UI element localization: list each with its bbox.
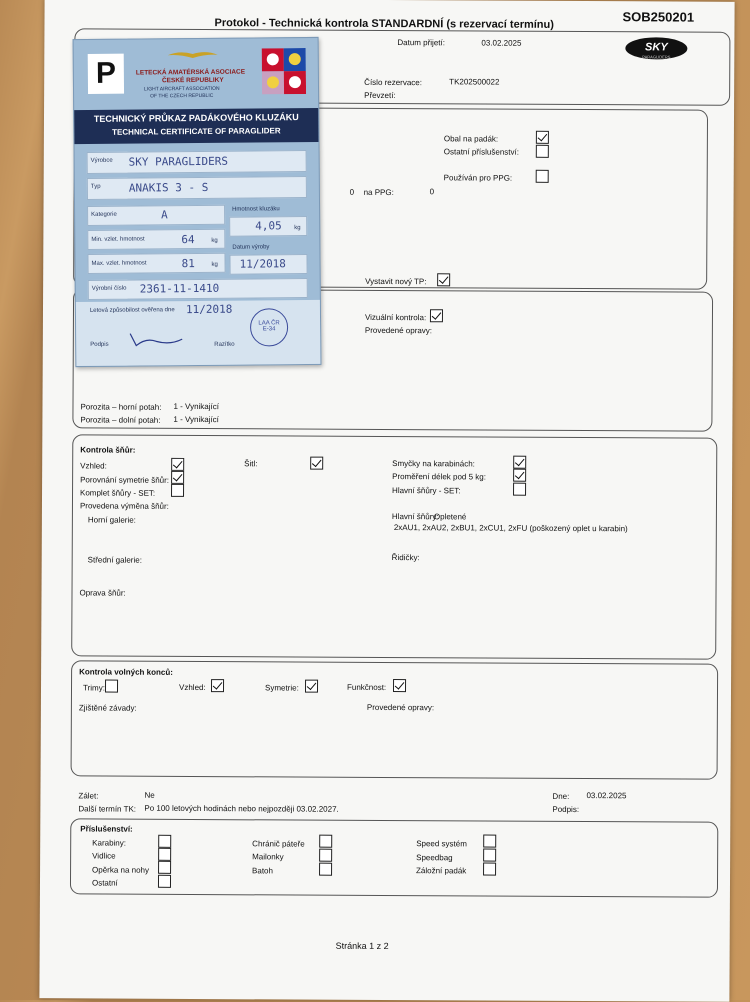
stitch-label: Šitl: (244, 459, 258, 469)
accessory-backpack: Batoh (252, 866, 273, 876)
reservation-label: Číslo rezervace: (364, 77, 423, 88)
porosity-top-value: 1 - Vynikající (173, 401, 220, 412)
risers-look-checkbox[interactable] (211, 679, 224, 692)
length-check-label: Proměření délek pod 5 kg: (392, 472, 486, 482)
next-inspection-label: Další termín TK: (78, 804, 137, 814)
accessory-fork: Vidlice (92, 851, 116, 861)
logo-text: SKY (645, 41, 668, 54)
main-lines-detail: 2xAU1, 2xAU2, 2xBU1, 2xCU1, 2xFU (poškozený oplet u karabin) (393, 523, 628, 534)
certificate-title-cz: TECHNICKÝ PRŮKAZ PADÁKOVÉHO KLUZÁKU (93, 112, 299, 124)
line-repair-label: Oprava šňůr: (79, 588, 126, 598)
date-label: Datum přijetí: (397, 38, 445, 48)
bag-label: Obal na padák: (443, 134, 499, 144)
porosity-bottom-value: 1 - Vynikající (173, 414, 219, 425)
min-weight-value: 64 (181, 233, 195, 247)
trims-checkbox[interactable] (105, 680, 118, 693)
visual-check-checkbox[interactable] (430, 309, 443, 322)
back-protector-checkbox[interactable] (319, 835, 332, 848)
bag-checkbox[interactable] (536, 131, 549, 144)
sky-logo (625, 37, 687, 59)
max-weight-unit: kg (211, 261, 218, 268)
loops-label: Smyčky na karabinách: (392, 459, 475, 469)
accessory-speed-system: Speed systém (416, 839, 467, 849)
main-lines-label: Hlavní šňůry: (391, 512, 439, 522)
other-checkbox[interactable] (158, 875, 171, 888)
risers-title: Kontrola volných konců: (79, 667, 173, 677)
handwritten-signature-icon (126, 329, 186, 350)
certificate-title-en: TECHNICAL CERTIFICATE OF PARAGLIDER (112, 126, 281, 137)
reserve-checkbox[interactable] (483, 863, 496, 876)
type-value: ANAKIS 3 - S (128, 180, 209, 195)
serial-label: Výrobní číslo (91, 285, 127, 292)
association-country: ČESKÉ REPUBLIKY (161, 76, 224, 85)
stitch-checkbox[interactable] (310, 457, 323, 470)
logo-subtitle: PARAGLIDERS (642, 54, 671, 60)
speedbag-checkbox[interactable] (483, 849, 496, 862)
length-check-checkbox[interactable] (513, 469, 526, 482)
manufacturer-value: SKY PARAGLIDERS (128, 154, 229, 169)
full-set-label: Komplet šňůry - SET: (80, 488, 156, 498)
accessory-back-protector: Chránič páteře (252, 839, 305, 849)
taken-over-label: Převzetí: (364, 90, 396, 101)
brake-lines-label: Řidičky: (391, 553, 420, 563)
accessory-reserve: Záložní padák (416, 866, 467, 876)
weight-label: Hmotnost kluzáku (232, 206, 280, 213)
lines-box (71, 434, 717, 659)
signature-label-card: Podpis (90, 341, 109, 348)
wings-emblem-icon (168, 47, 218, 57)
ppg-label: Používán pro PPG: (443, 173, 513, 183)
association-name-en: LIGHT AIRCRAFT ASSOCIATION (143, 85, 220, 93)
next-inspection-value: Po 100 letových hodinách nebo nejpozději 03.02.2027. (144, 803, 339, 814)
association-name: LETECKÁ AMATÉRSKÁ ASOCIACE (135, 68, 246, 77)
lines-look-label: Vzhled: (80, 461, 107, 471)
category-label: Kategorie (91, 211, 117, 218)
function-checkbox[interactable] (393, 679, 406, 692)
risers-symmetry-checkbox[interactable] (305, 680, 318, 693)
page-number: Stránka 1 z 2 (335, 940, 389, 952)
on-ppg-value: 0 (429, 187, 435, 197)
ppg-hours-value: 0 (349, 187, 355, 197)
stamp-number: E-34 (262, 326, 276, 333)
middle-gallery-label: Střední galerie: (87, 555, 142, 565)
speed-system-checkbox[interactable] (483, 835, 496, 848)
lines-title: Kontrola šňůr: (80, 445, 136, 455)
weight-value: 4,05 (255, 219, 282, 233)
backpack-checkbox[interactable] (319, 863, 332, 876)
airworthiness-label: Letová způsobilost ověřena dne (89, 307, 175, 314)
official-stamp (250, 308, 288, 346)
accessory-other: Ostatní (91, 878, 118, 888)
function-label: Funkčnost: (346, 682, 387, 692)
manufacturer-label: Výrobce (90, 157, 113, 164)
defects-label: Zjištěné závady: (78, 703, 137, 713)
accessories-label: Ostatní příslušenství: (443, 147, 519, 157)
category-p-badge (88, 54, 124, 94)
porosity-bottom-label: Porozita – dolní potah: (80, 415, 161, 425)
association-country-en: OF THE CZECH REPUBLIC (150, 92, 214, 100)
risers-symmetry-label: Symetrie: (264, 683, 299, 693)
accessory-carabiners: Karabiny: (92, 838, 127, 848)
min-weight-label: Min. vzlet. hmotnost (91, 236, 145, 243)
main-lines-set-label: Hlavní šňůry - SET: (392, 486, 461, 496)
accessory-speedbag: Speedbag (416, 853, 453, 863)
category-value: A (161, 208, 168, 222)
max-weight-label: Max. vzlet. hmotnost (91, 260, 147, 267)
technical-certificate-card (73, 37, 322, 367)
test-flight-label: Zálet: (78, 791, 99, 801)
weight-unit: kg (294, 225, 301, 232)
max-weight-value: 81 (181, 257, 195, 271)
signature-label: Podpis: (552, 804, 580, 815)
production-date-label: Datum výroby (232, 244, 270, 251)
repairs-label: Provedené opravy: (364, 325, 433, 336)
protocol-title: Protokol - Technická kontrola STANDARDNÍ (s rezervací termínu) (214, 17, 554, 31)
signed-date-value: 03.02.2025 (586, 791, 627, 801)
stamp-label: Razítko (214, 341, 235, 348)
stamp-text: LAA ČR (258, 320, 280, 327)
p-letter: P (95, 56, 117, 90)
accessories-title: Příslušenství: (80, 824, 133, 834)
on-ppg-label: na PPG: (363, 187, 394, 198)
replacement-label: Provedena výměna šňůr: (79, 501, 169, 511)
reservation-number: TK202500022 (449, 77, 500, 87)
trims-label: Trimy: (82, 683, 105, 693)
serial-value: 2361-11-1410 (139, 281, 220, 296)
min-weight-unit: kg (211, 237, 218, 244)
production-date-value: 11/2018 (239, 257, 286, 271)
upper-gallery-label: Horní galerie: (87, 515, 136, 525)
porosity-top-label: Porozita – horní potah: (80, 402, 162, 412)
type-label: Typ (90, 183, 101, 190)
new-certificate-checkbox[interactable] (437, 273, 450, 286)
signed-date-label: Dne: (552, 791, 570, 801)
risers-look-label: Vzhled: (178, 682, 206, 693)
full-set-checkbox[interactable] (171, 484, 184, 497)
footrest-checkbox[interactable] (158, 861, 171, 874)
main-lines-set-checkbox[interactable] (513, 483, 526, 496)
other-accessories-checkbox[interactable] (536, 145, 549, 158)
fork-checkbox[interactable] (158, 848, 171, 861)
visual-check-label: Vizuální kontrola: (364, 312, 427, 323)
main-lines-value: Opletené (433, 512, 467, 522)
carabiners-checkbox[interactable] (158, 835, 171, 848)
lines-look-checkbox[interactable] (171, 458, 184, 471)
symmetry-label: Porovnání symetrie šňůr: (80, 475, 170, 485)
accessory-maillons: Mailonky (252, 852, 284, 862)
test-flight-value: Ne (144, 790, 155, 800)
risers-repairs-label: Provedené opravy: (366, 702, 435, 713)
document-number: SOB250201 (622, 9, 695, 25)
date-value: 03.02.2025 (481, 38, 522, 48)
new-certificate-label: Vystavit nový TP: (365, 276, 427, 287)
maillons-checkbox[interactable] (319, 849, 332, 862)
loops-checkbox[interactable] (513, 456, 526, 469)
symmetry-checkbox[interactable] (171, 471, 184, 484)
airworthiness-date: 11/2018 (185, 302, 233, 317)
czech-coat-of-arms-icon (262, 48, 306, 94)
accessory-footrest: Opěrka na nohy (92, 865, 150, 875)
ppg-checkbox[interactable] (536, 170, 549, 183)
